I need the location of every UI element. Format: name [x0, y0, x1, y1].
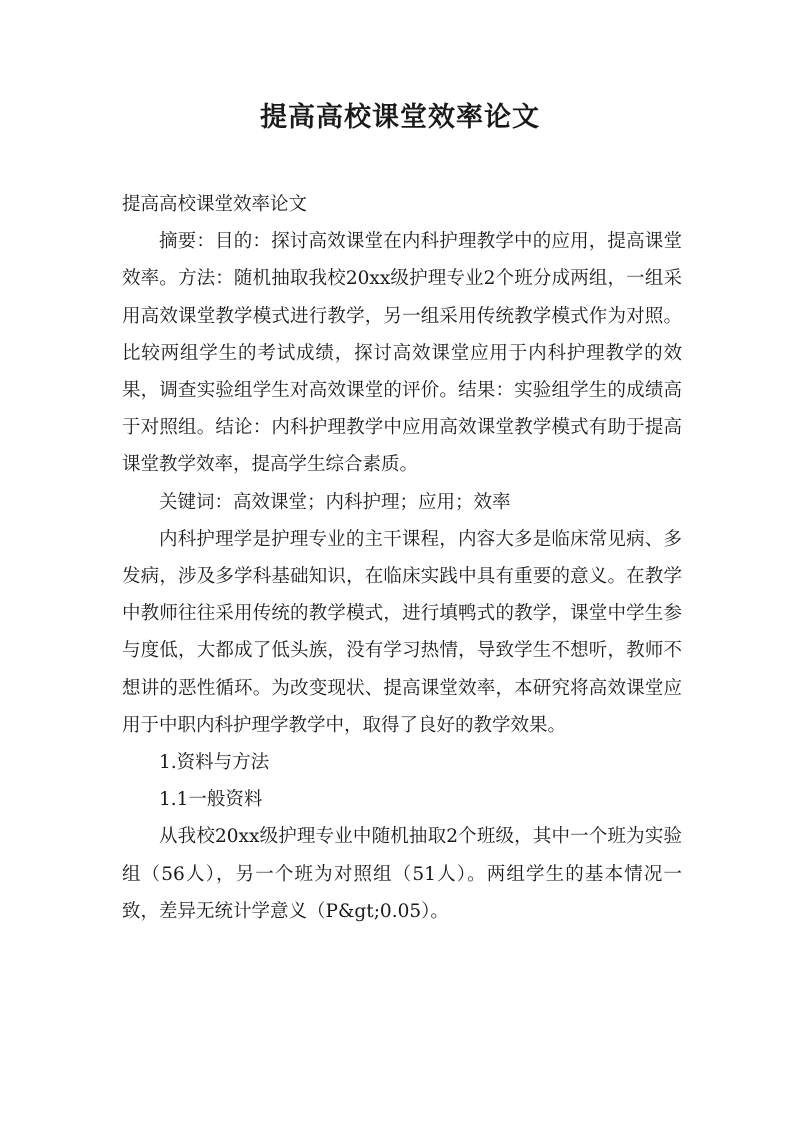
subsection-heading: 1.1一般资料 [159, 789, 263, 811]
keywords-paragraph: 关键词：高效课堂；内科护理；应用；效率 [159, 491, 511, 513]
abstract-paragraph: 摘要：目的：探讨高效课堂在内科护理教学中的应用，提高课堂效率。方法：随机抽取我校20xx级护理专业2个班分成两组，一组采用高效课堂教学模式进行教学，另一组采用传统教学模式作为对照。比较两组学生的考试成绩，探讨高效课堂应用于内科护理教学的效果，调查实验组学生对高效课堂的评价。结果：实验组学生的成绩高于对照组。结论：内科护理教学中应用高效课堂教学模式有助于提高课堂教学效率，提高学生综合素质。 [122, 231, 682, 476]
document-title: 提高高校课堂效率论文 [260, 102, 540, 133]
general-info-paragraph: 从我校20xx级护理专业中随机抽取2个班级，其中一个班为实验组（56人），另一个班为对照组（51人）。两组学生的基本情况一致，差异无统计学意义（P&gt;0.05）。 [122, 826, 682, 922]
section-heading: 1.资料与方法 [159, 752, 270, 774]
document-body [122, 186, 682, 930]
subtitle-paragraph: 提高高校课堂效率论文 [122, 194, 308, 215]
intro-paragraph: 内科护理学是护理专业的主干课程，内容大多是临床常见病、多发病，涉及多学科基础知识，在临床实践中具有重要的意义。在教学中教师往往采用传统的教学模式，进行填鸭式的教学，课堂中学生参与度低，大都成了低头族，没有学习热情，导致学生不想听，教师不想讲的恶性循环。为改变现状、提高课堂效率，本研究将高效课堂应用于中职内科护理学教学中，取得了良好的教学效果。 [122, 528, 682, 736]
